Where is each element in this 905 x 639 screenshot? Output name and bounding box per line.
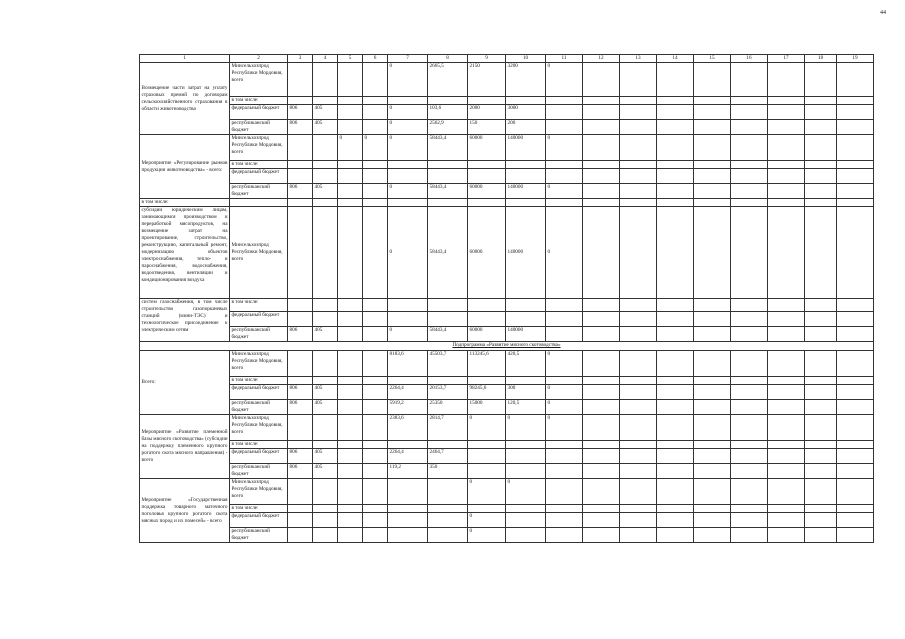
col-header: 1 [140,55,230,63]
value-cell: 120,5 [506,400,546,415]
measure-name: Мероприятие «Государственная поддержка товарного маточного поголовья крупного рогатого скота мясных пород и их помесей» - всего [140,479,230,543]
value-cell: 45503,7 [428,351,468,377]
value-cell: 119,2 [388,464,428,479]
value-cell: 0 [468,415,506,441]
value-cell: 0 [546,135,583,161]
table-row [140,161,874,169]
value-cell: 350 [428,464,468,479]
table-row [140,105,874,120]
measure-name: Мероприятие «Развитие племенной базы мясного скотоводства» (субсидии на поддержку племенного крупного рогатого скота мясного направления) - всего [140,415,230,479]
value-cell: 0 [546,400,583,415]
value-cell: 420,5 [506,351,546,377]
value-cell: 140000 [506,207,546,299]
value-cell: 0 [468,513,506,528]
col-header: 2 [230,55,288,63]
source-cell: Минсельхозпрод Республики Мордовия, всего [230,415,288,441]
value-cell: 806 [288,327,313,342]
col-header: 19 [837,55,874,63]
value-cell: 8183,6 [388,351,428,377]
value-cell: 60000 [468,184,506,199]
col-header: 16 [731,55,768,63]
value-cell: 405 [313,449,338,464]
value-cell: 806 [288,120,313,135]
table-row [140,135,874,161]
value-cell: 0 [388,135,428,161]
value-cell: 2814,7 [428,415,468,441]
source-cell: в том числе: [230,299,288,312]
value-cell: 405 [313,184,338,199]
source-cell: Минсельхозпрод Республики Мордовия, всего [230,63,288,97]
col-header: 9 [468,55,506,63]
source-cell: Минсельхозпрод Республики Мордовия, всего [230,351,288,377]
table-row [140,377,874,385]
table-row [140,299,874,312]
col-header: 10 [506,55,546,63]
value-cell: 103,6 [428,105,468,120]
source-cell: республиканский бюджет [230,400,288,415]
col-header: 4 [313,55,338,63]
col-header: 17 [768,55,805,63]
table-row [140,505,874,513]
value-cell: 113245,6 [468,351,506,377]
value-cell: 806 [288,184,313,199]
value-cell: 140000 [506,327,546,342]
source-cell: федеральный бюджет [230,169,288,184]
source-cell: в том числе: [230,161,288,169]
value-cell: 0 [546,63,583,97]
source-cell: республиканский бюджет [230,327,288,342]
value-cell: 140000 [506,135,546,161]
table-row [140,120,874,135]
value-cell: 0 [388,120,428,135]
col-header: 15 [694,55,731,63]
value-cell: 0 [388,327,428,342]
col-header: 14 [657,55,694,63]
value-cell: 405 [313,385,338,400]
header-row [140,55,874,63]
table-row [140,312,874,327]
table-row [140,449,874,464]
value-cell: 806 [288,449,313,464]
table-row [140,513,874,528]
value-cell: 20153,7 [428,385,468,400]
table-row [140,97,874,105]
value-cell: 806 [288,400,313,415]
value-cell: 2464,7 [428,449,468,464]
table-row [140,327,874,342]
source-cell: в том числе: [230,505,288,513]
col-header: 12 [583,55,620,63]
source-cell: Минсельхозпрод Республики Мордовия, всего [230,207,288,299]
value-cell: 2264,4 [388,449,428,464]
source-cell: в том числе: [230,377,288,385]
source-cell: федеральный бюджет [230,312,288,327]
value-cell: 5919,2 [388,400,428,415]
value-cell: 2383,6 [388,415,428,441]
source-cell: федеральный бюджет [230,449,288,464]
value-cell: 405 [313,120,338,135]
table-row [140,528,874,543]
table-row [140,441,874,449]
budget-table [139,54,874,543]
col-header: 5 [338,55,363,63]
value-cell: 0 [468,479,506,505]
value-cell: 806 [288,385,313,400]
source-cell: федеральный бюджет [230,385,288,400]
col-header: 3 [288,55,313,63]
value-cell: 60000 [468,327,506,342]
page-number: 44 [880,10,886,16]
source-cell: федеральный бюджет [230,105,288,120]
table-row [140,199,874,207]
value-cell: 0 [468,528,506,543]
measure-name: субсидии юридическим лицам, занимающимся производством и переработкой мясопродуктов, на возмещение затрат на проектирование, строительство, реконструкцию, капитальный ремонт, модернизацию объектов электроснабжения, тепло- и пароснабжения, водоснабжения, водоотведения, вентиляции и кондиционирования воздуха [140,207,230,299]
value-cell: 60000 [468,207,506,299]
value-cell: 15000 [468,400,506,415]
source-cell: федеральный бюджет [230,513,288,528]
value-cell: 0 [388,184,428,199]
value-cell: 98245,6 [468,385,506,400]
value-cell: 60000 [468,135,506,161]
table-row [140,464,874,479]
col-header: 13 [620,55,657,63]
value-cell: 405 [313,327,338,342]
value-cell: 2562,9 [428,120,468,135]
table-row [140,184,874,199]
value-cell: 806 [288,105,313,120]
col-header: 6 [363,55,388,63]
measure-name: Возмещение части затрат на уплату страховых премий по договорам сельскохозяйственного страхования в области животноводства [140,63,230,135]
table-row [140,63,874,97]
value-cell: 0 [388,63,428,97]
value-cell: 405 [313,464,338,479]
value-cell: 58443,4 [428,207,468,299]
value-cell: 58443,4 [428,184,468,199]
value-cell: 25350 [428,400,468,415]
value-cell: 3200 [506,63,546,97]
value-cell: 0 [506,415,546,441]
value-cell: 0 [546,415,583,441]
value-cell: 0 [546,207,583,299]
measure-name: Всего: [140,351,230,415]
value-cell: 140000 [506,184,546,199]
source-cell: республиканский бюджет [230,464,288,479]
value-cell: 405 [313,400,338,415]
measure-name: Мероприятие «Регулирование рынков продукции животноводства» - всего: [140,135,230,199]
value-cell: 0 [388,105,428,120]
table-row [140,479,874,505]
value-cell: 0 [388,207,428,299]
col-header: 18 [805,55,837,63]
source-cell: республиканский бюджет [230,120,288,135]
value-cell: 0 [363,135,388,161]
table-row [140,415,874,441]
source-cell: в том числе: [230,441,288,449]
source-cell: Минсельхозпрод Республики Мордовия, всего [230,479,288,505]
incl-label: в том числе: [140,199,230,207]
value-cell: 405 [313,105,338,120]
table-row [140,207,874,299]
value-cell: 0 [506,479,546,505]
source-cell: Минсельхозпрод Республики Мордовия, всего [230,135,288,161]
subprogram-row [140,342,874,351]
source-cell: республиканский бюджет [230,528,288,543]
value-cell: 806 [288,464,313,479]
measure-name: систем газоснабжения, в том числе строительство газопоршневых станций (мини-ТЭС) и технологическое присоединение к электрическим сетям [140,299,230,342]
value-cell: 58443,4 [428,135,468,161]
subprogram-title: Подпрограмма «Развитие мясного скотоводства» [140,342,874,351]
value-cell: 2150 [468,63,506,97]
source-cell: республиканский бюджет [230,184,288,199]
value-cell: 0 [338,135,363,161]
value-cell: 200 [506,120,546,135]
source-cell: в том числе: [230,97,288,105]
value-cell: 0 [546,385,583,400]
value-cell: 0 [546,351,583,377]
table-row [140,400,874,415]
col-header: 8 [428,55,468,63]
value-cell: 0 [546,184,583,199]
value-cell: 2264,4 [388,385,428,400]
table-row [140,385,874,400]
value-cell: 58443,4 [428,327,468,342]
table-row [140,169,874,184]
value-cell: 2665,5 [428,63,468,97]
value-cell: 3000 [506,105,546,120]
table-row [140,351,874,377]
value-cell: 2000 [468,105,506,120]
value-cell: 150 [468,120,506,135]
col-header: 7 [388,55,428,63]
col-header: 11 [546,55,583,63]
value-cell: 300 [506,385,546,400]
